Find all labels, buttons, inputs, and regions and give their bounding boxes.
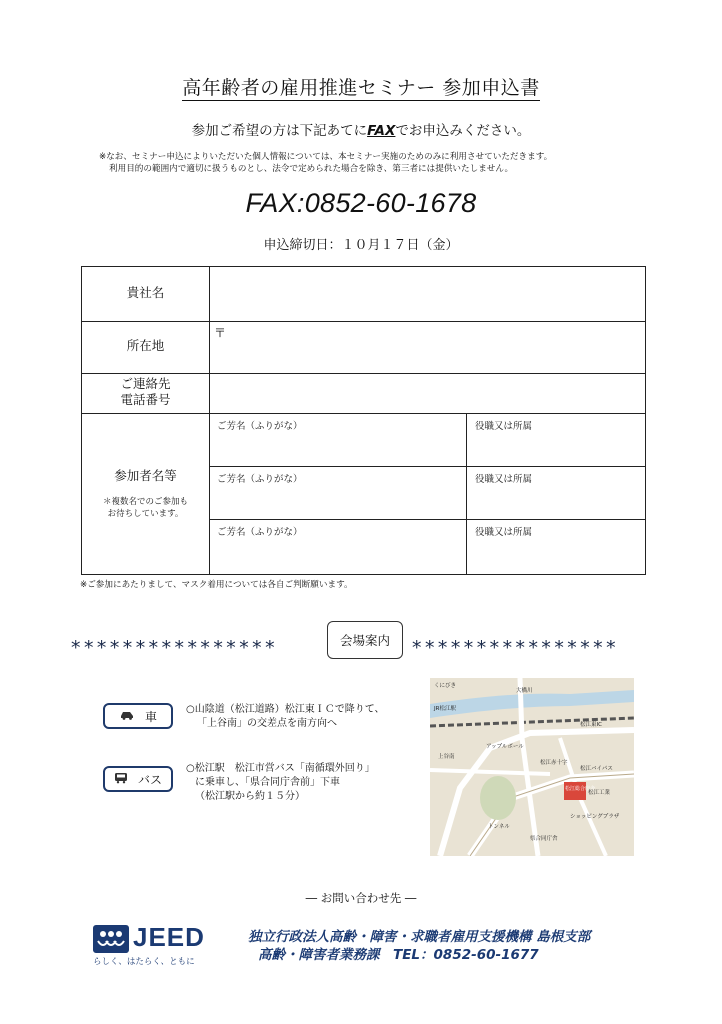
jeed-tagline: らしく、はたらく、ともに	[93, 957, 195, 967]
map-label-office: 松江総合庁舎	[565, 786, 596, 792]
application-form	[81, 266, 646, 575]
fax-number: FAX:0852-60-1678	[245, 188, 477, 218]
jeed-logo-mark	[93, 925, 129, 957]
map-label-bypass: 松江バイパス	[580, 766, 613, 772]
participant-role-field[interactable]	[468, 432, 644, 465]
participant-note: ＊複数名でのご参加も お待ちしています。	[102, 497, 188, 519]
venue-map	[430, 678, 634, 856]
participant-name-field[interactable]	[210, 432, 465, 465]
role-column-divider	[466, 413, 467, 574]
address-field[interactable]	[210, 322, 644, 372]
participant-name-label: ご芳名（ふりがな）	[217, 421, 303, 432]
jeed-logo-text: JEED	[133, 922, 205, 952]
venue-guide-label: 会場案内	[327, 621, 403, 659]
map-label-tunnel: トンネル	[488, 824, 510, 830]
map-label-kamiya: 上谷南	[438, 754, 455, 760]
logo-icon	[93, 925, 129, 953]
organization-contact: 高齢・障害者業務課 TEL：0852-60-1677	[258, 947, 539, 963]
privacy-note-line1: ※なお、セミナー申込によりいただいた個人情報については、本セミナー実施のためのみに利用させていただきます。	[99, 152, 553, 162]
map-label-hospital: 松江赤十字	[540, 760, 568, 766]
page-title: 高年齢者の雇用推進セミナー 参加申込書	[182, 77, 540, 99]
bus-icon	[114, 772, 128, 787]
contact-label: ご連絡先 電話番号	[120, 376, 171, 407]
mask-note: ※ご参加にあたりまして、マスク着用については各自ご判断願います。	[80, 580, 353, 590]
privacy-note-line2: 利用目的の範囲内で適切に扱うものとし、法令で定められた場合を除き、第三者には提供いたしません。	[109, 164, 514, 174]
car-icon	[119, 709, 135, 723]
application-instruction: 参加ご希望の方は下記あてにFAXでお申込みください。	[191, 123, 531, 139]
participant-role-label: 役職又は所属	[475, 474, 533, 485]
map-label-school: 松江工業	[588, 790, 611, 796]
bus-directions: ○松江駅 松江市営バス「南循環外回り」 に乗車し、「県合同庁舎前」下車 （松江駅から約１５分）	[186, 763, 375, 802]
decorative-stars-right: ****************	[411, 637, 619, 659]
row-divider	[82, 413, 645, 414]
map-label-station: JR松江駅	[434, 706, 456, 712]
company-field[interactable]	[210, 268, 644, 320]
car-access-badge	[103, 703, 173, 729]
participant-name-field[interactable]	[210, 538, 465, 573]
participant-name-label: ご芳名（ふりがな）	[217, 474, 303, 485]
company-label: 貴社名	[126, 285, 165, 300]
map-label-plaza: ショッピングプラザ	[570, 814, 620, 820]
car-directions: ○山陰道（松江道路）松江東ＩＣで降りて、 「上谷南」の交差点を南方向へ	[186, 704, 385, 729]
phone-field[interactable]	[210, 374, 644, 412]
decorative-stars-left: ****************	[70, 637, 278, 659]
deadline: 申込締切日：１０月１７日（金）	[263, 238, 459, 253]
participant-name-field[interactable]	[210, 485, 465, 518]
postal-mark: 〒	[214, 326, 227, 340]
participant-name-label: ご芳名（ふりがな）	[217, 527, 303, 538]
map-label-river: 大橋川	[516, 688, 533, 694]
map-label-joint-office: 県合同庁舎	[530, 836, 558, 842]
car-label: 車	[144, 709, 157, 724]
row-divider	[209, 519, 645, 520]
bus-label: バス	[137, 772, 162, 787]
participant-role-field[interactable]	[468, 538, 644, 573]
map-label-ic: 松江東IC	[580, 722, 602, 728]
map-label-kunibiki: くにびき	[434, 683, 457, 689]
participant-role-field[interactable]	[468, 485, 644, 518]
fax-emphasis: FAX	[367, 123, 396, 139]
bus-access-badge	[103, 766, 173, 792]
map-graphic	[430, 678, 634, 856]
participant-role-label: 役職又は所属	[475, 421, 533, 432]
map-label-apple: アップルボール	[486, 744, 524, 750]
row-divider	[209, 466, 645, 467]
organization-name: 独立行政法人高齢・障害・求職者雇用支援機構 島根支部	[248, 929, 591, 945]
participant-role-label: 役職又は所属	[475, 527, 533, 538]
inquiry-heading: ― お問い合わせ先 ―	[305, 891, 417, 905]
participant-label: 参加者名等	[114, 468, 177, 483]
address-label: 所在地	[126, 338, 165, 353]
